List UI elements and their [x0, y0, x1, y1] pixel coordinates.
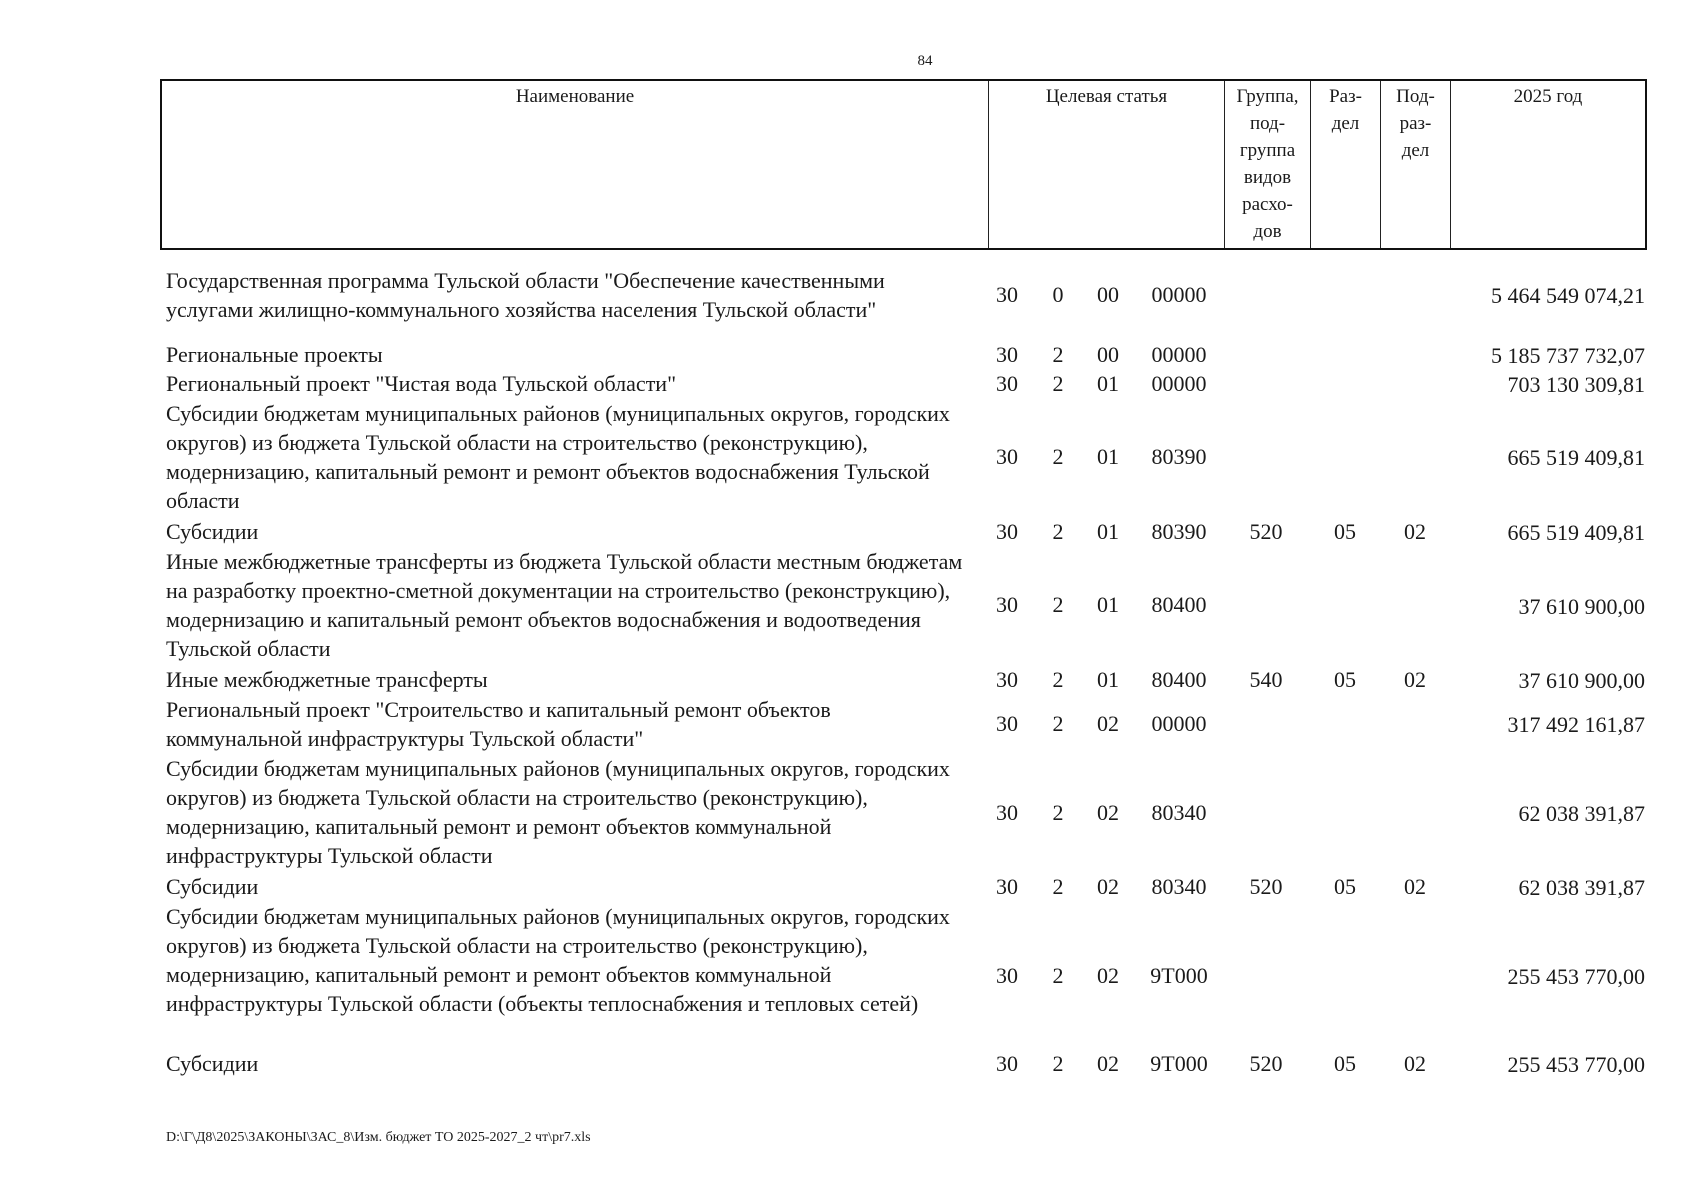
row-code-direction: 00000	[1151, 342, 1207, 367]
row-code-program: 30	[996, 963, 1018, 988]
row-code-direction: 80400	[1151, 667, 1207, 692]
row-section: 05	[1334, 874, 1356, 899]
row-subsection: 02	[1404, 1051, 1426, 1076]
row-name: Субсидии бюджетам муниципальных районов (муниципальных округов, городских округов) из бюджета Тульской области на строительство (реконструкцию), модернизацию, капитальный ремонт и ремонт объектов водоснабжения Тульской области	[166, 401, 950, 513]
row-amount: 703 130 309,81	[1507, 372, 1645, 397]
row-code-program: 30	[996, 592, 1018, 617]
row-amount: 62 038 391,87	[1518, 875, 1645, 900]
row-code-direction: 80390	[1151, 444, 1207, 469]
row-amount: 665 519 409,81	[1507, 445, 1645, 470]
row-code-program: 30	[996, 342, 1018, 367]
row-name: Субсидии бюджетам муниципальных районов (муниципальных округов, городских округов) из бюджета Тульской области на строительство (реконструкцию), модернизацию, капитальный ремонт и ремонт объектов коммунальной инфраструктуры Тульской области	[166, 756, 950, 868]
row-group: 540	[1249, 667, 1283, 692]
header-target-article: Целевая статья	[988, 81, 1224, 248]
row-section: 05	[1334, 667, 1356, 692]
row-code-program: 30	[996, 282, 1018, 307]
row-subsection: 02	[1404, 519, 1426, 544]
row-name: Субсидии бюджетам муниципальных районов (муниципальных округов, городских округов) из бюджета Тульской области на строительство (реконструкцию), модернизацию, капитальный ремонт и ремонт объектов коммунальной инфраструктуры Тульской области (объекты теплоснабжения и тепловых сетей)	[166, 904, 950, 1016]
row-code-subprogram: 2	[1052, 342, 1064, 367]
row-code-subprogram: 2	[1052, 874, 1064, 899]
row-code-program: 30	[996, 444, 1018, 469]
row-code-subprogram: 2	[1052, 371, 1064, 396]
row-amount: 317 492 161,87	[1507, 712, 1645, 737]
row-name: Субсидии	[166, 874, 259, 899]
row-code-subprogram: 2	[1052, 592, 1064, 617]
row-code-main: 02	[1097, 1051, 1119, 1076]
row-code-subprogram: 2	[1052, 519, 1064, 544]
row-code-subprogram: 2	[1052, 444, 1064, 469]
row-code-program: 30	[996, 1051, 1018, 1076]
row-subsection: 02	[1404, 874, 1426, 899]
row-code-main: 01	[1097, 592, 1119, 617]
table-header	[160, 79, 1647, 250]
row-name: Иные межбюджетные трансферты из бюджета Тульской области местным бюджетам на разработку проектно-сметной документации на строительство (реконструкцию), модернизацию и капитальный ремонт объектов водоснабжения и водоотведения Тульской области	[166, 549, 963, 661]
row-group: 520	[1249, 1051, 1283, 1076]
row-name: Субсидии	[166, 519, 259, 544]
row-code-program: 30	[996, 519, 1018, 544]
row-code-program: 30	[996, 371, 1018, 396]
row-code-direction: 80340	[1151, 874, 1207, 899]
row-code-direction: 00000	[1151, 371, 1207, 396]
row-code-direction: 80340	[1151, 800, 1207, 825]
file-path-footer: D:\Г\Д8\2025\ЗАКОНЫ\ЗАС_8\Изм. бюджет ТО 2025-2027_2 чт\pr7.xls	[166, 1130, 591, 1145]
row-code-program: 30	[996, 800, 1018, 825]
row-name: Субсидии	[166, 1051, 259, 1076]
row-code-main: 01	[1097, 519, 1119, 544]
row-amount: 37 610 900,00	[1518, 594, 1645, 619]
row-code-main: 00	[1097, 342, 1119, 367]
row-code-subprogram: 2	[1052, 1051, 1064, 1076]
row-subsection: 02	[1404, 667, 1426, 692]
row-code-direction: 9Т000	[1150, 963, 1208, 988]
row-name: Региональный проект "Чистая вода Тульской области"	[166, 371, 677, 396]
row-code-main: 01	[1097, 371, 1119, 396]
row-amount: 5 464 549 074,21	[1491, 283, 1645, 308]
row-name: Государственная программа Тульской области "Обеспечение качественными услугами жилищно-коммунального хозяйства населения Тульской области"	[166, 268, 885, 322]
row-amount: 37 610 900,00	[1518, 668, 1645, 693]
row-code-direction: 80400	[1151, 592, 1207, 617]
header-subsection: Под- раз- дел	[1380, 81, 1450, 248]
row-code-subprogram: 2	[1052, 667, 1064, 692]
row-code-main: 02	[1097, 963, 1119, 988]
row-section: 05	[1334, 519, 1356, 544]
row-code-main: 00	[1097, 282, 1119, 307]
row-group: 520	[1249, 519, 1283, 544]
row-code-subprogram: 2	[1052, 800, 1064, 825]
row-code-subprogram: 0	[1052, 282, 1064, 307]
row-code-main: 02	[1097, 711, 1119, 736]
row-name: Иные межбюджетные трансферты	[166, 667, 488, 692]
row-amount: 255 453 770,00	[1507, 1052, 1645, 1077]
row-code-main: 01	[1097, 667, 1119, 692]
row-code-program: 30	[996, 874, 1018, 899]
row-code-direction: 9Т000	[1150, 1051, 1208, 1076]
row-code-direction: 00000	[1151, 282, 1207, 307]
row-group: 520	[1249, 874, 1283, 899]
page-number: 84	[917, 53, 933, 69]
header-section: Раз- дел	[1310, 81, 1380, 248]
row-code-program: 30	[996, 667, 1018, 692]
header-group: Группа, под- группа видов расхо- дов	[1224, 81, 1310, 248]
row-section: 05	[1334, 1051, 1356, 1076]
row-amount: 255 453 770,00	[1507, 964, 1645, 989]
row-code-program: 30	[996, 711, 1018, 736]
row-amount: 665 519 409,81	[1507, 520, 1645, 545]
row-name: Региональные проекты	[166, 342, 383, 367]
row-code-subprogram: 2	[1052, 711, 1064, 736]
header-name: Наименование	[515, 86, 635, 107]
row-code-main: 02	[1097, 874, 1119, 899]
row-amount: 62 038 391,87	[1518, 801, 1645, 826]
header-year: 2025 год	[1450, 81, 1645, 248]
row-name: Региональный проект "Строительство и капитальный ремонт объектов коммунальной инфраструктуры Тульской области"	[166, 697, 831, 751]
row-amount: 5 185 737 732,07	[1491, 343, 1645, 368]
row-code-subprogram: 2	[1052, 963, 1064, 988]
row-code-direction: 00000	[1151, 711, 1207, 736]
row-code-main: 01	[1097, 444, 1119, 469]
row-code-direction: 80390	[1151, 519, 1207, 544]
row-code-main: 02	[1097, 800, 1119, 825]
